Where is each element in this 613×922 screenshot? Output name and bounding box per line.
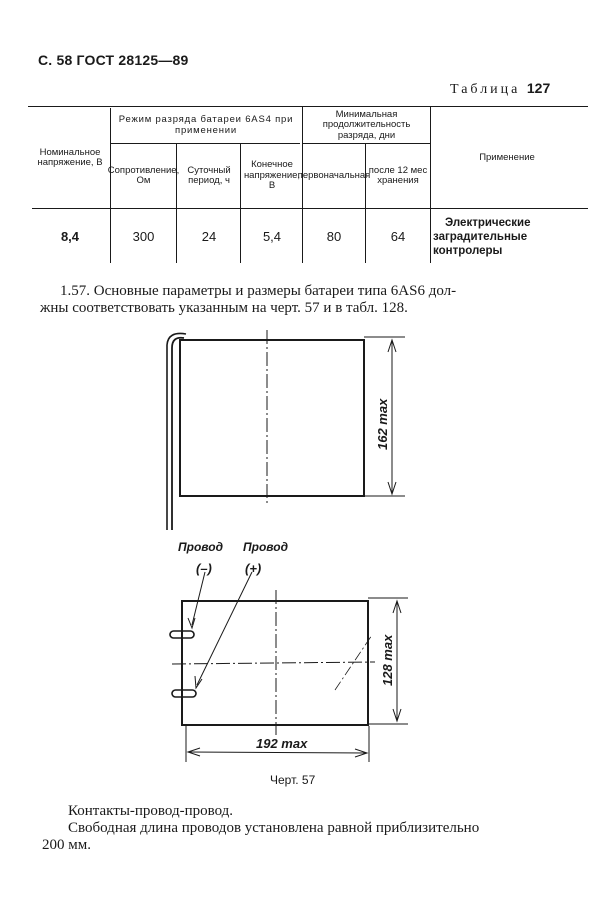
- paragraph-line: 200 мм.: [42, 837, 91, 853]
- col-divider: [302, 106, 303, 263]
- table-title: [450, 80, 550, 98]
- header-subrow-rule-2: [302, 143, 430, 144]
- paragraph-line: жны соответствовать указанным на черт. 57 и в табл. 128.: [40, 300, 408, 316]
- cell-nominal-voltage: 8,4: [60, 228, 80, 244]
- figure-caption: Черт. 57: [270, 773, 316, 787]
- header-after-storage: после 12 мес хранения: [368, 164, 428, 186]
- wire-label-negative: Провод: [178, 540, 223, 554]
- col-divider: [240, 144, 241, 263]
- header-application: Применение: [479, 151, 535, 163]
- header-min-duration: Минимальная продолжительность разряда, дни: [322, 108, 411, 141]
- polarity-negative: (–): [196, 561, 212, 576]
- cell-final-voltage: 5,4: [262, 228, 282, 244]
- col-divider: [365, 144, 366, 263]
- dim-162-max: 162 max: [375, 398, 390, 450]
- page-header: С. 58 ГОСТ 28125—89: [38, 52, 189, 68]
- header-subrow-rule-1: [110, 143, 300, 144]
- cell-resistance: 300: [132, 228, 155, 244]
- header-daily-period: Суточный период, ч: [187, 164, 231, 186]
- header-resistance: Сопротивление, Ом: [107, 164, 180, 186]
- dim-128-max: 128 max: [380, 634, 395, 686]
- col-divider: [176, 144, 177, 263]
- wire-label-positive: Провод: [243, 540, 288, 554]
- paragraph-line: Свободная длина проводов установлена равной приблизительно: [68, 820, 480, 836]
- header-final-voltage: Конечное напряжение, В: [243, 159, 301, 192]
- header-discharge-mode: Режим разряда батареи 6AS4 при применении: [118, 114, 294, 136]
- cell-after-storage: 64: [390, 228, 406, 244]
- dim-192-max: 192 max: [256, 736, 308, 751]
- table-number: 127: [526, 80, 551, 96]
- header-nominal-voltage: Номинальное напряжение, В: [37, 146, 103, 168]
- table-top-rule: [28, 106, 588, 107]
- paragraph-line: Контакты-провод-провод.: [68, 803, 234, 819]
- paragraph-line: 1.57. Основные параметры и размеры батареи типа 6AS6 дол-: [60, 283, 457, 299]
- cell-application: Электрические заградительные контролеры: [433, 217, 531, 257]
- table-title-label: Таблица: [450, 82, 521, 97]
- cell-initial: 80: [326, 228, 342, 244]
- polarity-positive: (+): [245, 561, 262, 576]
- cell-daily-period: 24: [201, 228, 217, 244]
- technical-drawing: [0, 320, 613, 770]
- col-divider: [430, 106, 431, 263]
- header-initial: первоначальная: [297, 169, 371, 181]
- header-bottom-rule: [32, 208, 588, 209]
